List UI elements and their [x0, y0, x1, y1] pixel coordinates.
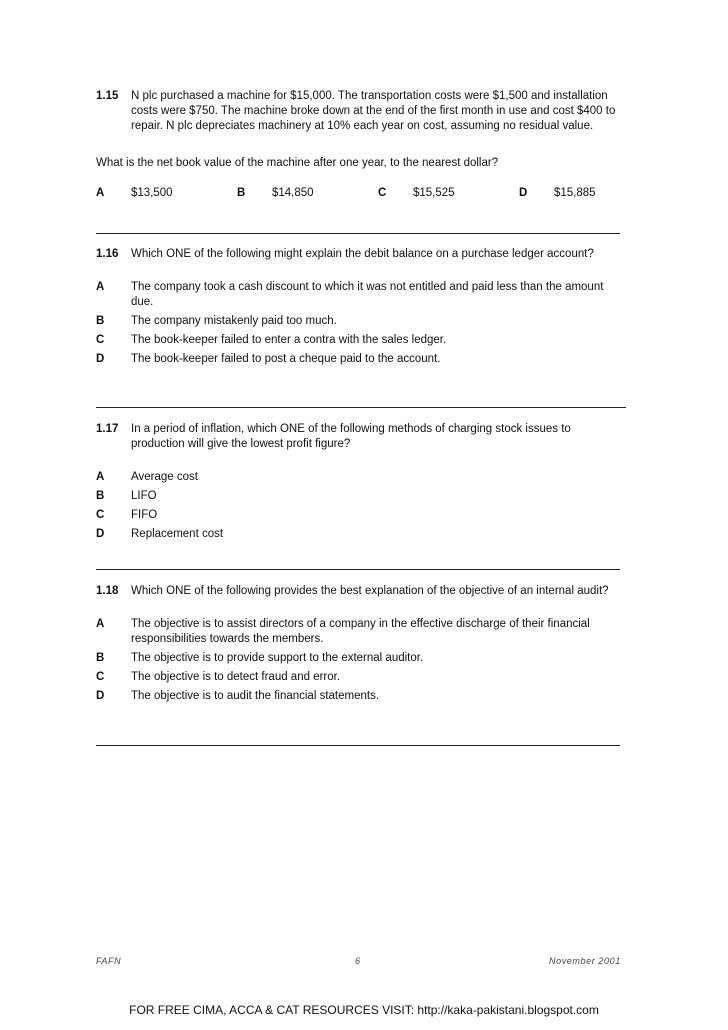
question-number: 1.16 [96, 248, 119, 260]
option-b [96, 489, 626, 504]
option-text: $13,500 [131, 187, 173, 199]
option-letter: D [96, 690, 105, 702]
option-b [237, 186, 314, 201]
option-letter: B [96, 490, 105, 502]
footer-page-number: 6 [355, 956, 361, 966]
option-text: The company took a cash discount to which it was not entitled and paid less than the amount due. [131, 281, 604, 308]
option-letter: D [96, 528, 105, 540]
option-d [519, 186, 596, 201]
option-text: The objective is to audit the financial statements. [131, 690, 380, 702]
option-text: The objective is to detect fraud and error. [131, 671, 341, 683]
option-b [96, 651, 626, 666]
question-text: Which ONE of the following provides the best explanation of the objective of an internal audit? [131, 585, 609, 597]
option-c [378, 186, 455, 201]
option-letter: B [237, 187, 246, 199]
divider [96, 569, 620, 570]
option-letter: B [96, 315, 105, 327]
question-1-15 [96, 89, 626, 134]
option-d [96, 527, 626, 542]
option-letter: C [96, 509, 105, 521]
option-b [96, 314, 626, 329]
option-a [96, 280, 626, 310]
option-a [96, 470, 626, 485]
question-1-18 [96, 584, 626, 704]
option-letter: A [96, 281, 105, 293]
option-letter: D [519, 187, 528, 199]
option-letter: A [96, 187, 105, 199]
footer-right: November 2001 [549, 956, 621, 966]
question-text: Which ONE of the following might explain the debit balance on a purchase ledger account? [131, 248, 594, 260]
option-a [96, 186, 173, 201]
divider [96, 233, 620, 234]
option-c [96, 333, 626, 348]
question-text: N plc purchased a machine for $15,000. The transportation costs were $1,500 and installation costs were $750. The machine broke down at the end of the first month in use and cost $400 to repair. N plc depreciates machinery at 10% each year on cost, assuming no residual value. [131, 90, 616, 132]
option-c [96, 508, 626, 523]
option-text: The objective is to assist directors of a company in the effective discharge of their financial responsibilities towards the members. [131, 618, 590, 645]
option-text: The company mistakenly paid too much. [131, 315, 337, 327]
option-text: The book-keeper failed to post a cheque paid to the account. [131, 353, 441, 365]
option-text: $15,525 [413, 187, 455, 199]
option-d [96, 352, 626, 367]
divider [96, 407, 626, 408]
option-letter: C [96, 671, 105, 683]
question-prompt: What is the net book value of the machine after one year, to the nearest dollar? [96, 157, 499, 169]
option-text: Replacement cost [131, 528, 224, 540]
option-text: $14,850 [272, 187, 314, 199]
option-text: FIFO [131, 509, 158, 521]
question-1-16 [96, 247, 626, 367]
option-letter: C [96, 334, 105, 346]
question-number: 1.15 [96, 90, 119, 102]
option-letter: A [96, 618, 105, 630]
footer-left: FAFN [96, 956, 122, 966]
option-text: $15,885 [554, 187, 596, 199]
option-c [96, 670, 626, 685]
option-text: LIFO [131, 490, 157, 502]
option-text: The book-keeper failed to enter a contra with the sales ledger. [131, 334, 447, 346]
option-text: The objective is to provide support to the external auditor. [131, 652, 424, 664]
question-number: 1.17 [96, 423, 119, 435]
option-d [96, 689, 626, 704]
option-text: Average cost [131, 471, 198, 483]
question-text: In a period of inflation, which ONE of the following methods of charging stock issues to production will give the lowest profit figure? [131, 423, 571, 450]
question-1-17 [96, 422, 626, 542]
option-letter: D [96, 353, 105, 365]
promo-banner: FOR FREE CIMA, ACCA & CAT RESOURCES VISIT: http://kaka-pakistani.blogspot.com [129, 1003, 599, 1017]
divider [96, 745, 620, 746]
option-a [96, 617, 626, 647]
option-letter: A [96, 471, 105, 483]
question-number: 1.18 [96, 585, 119, 597]
option-letter: C [378, 187, 387, 199]
option-letter: B [96, 652, 105, 664]
